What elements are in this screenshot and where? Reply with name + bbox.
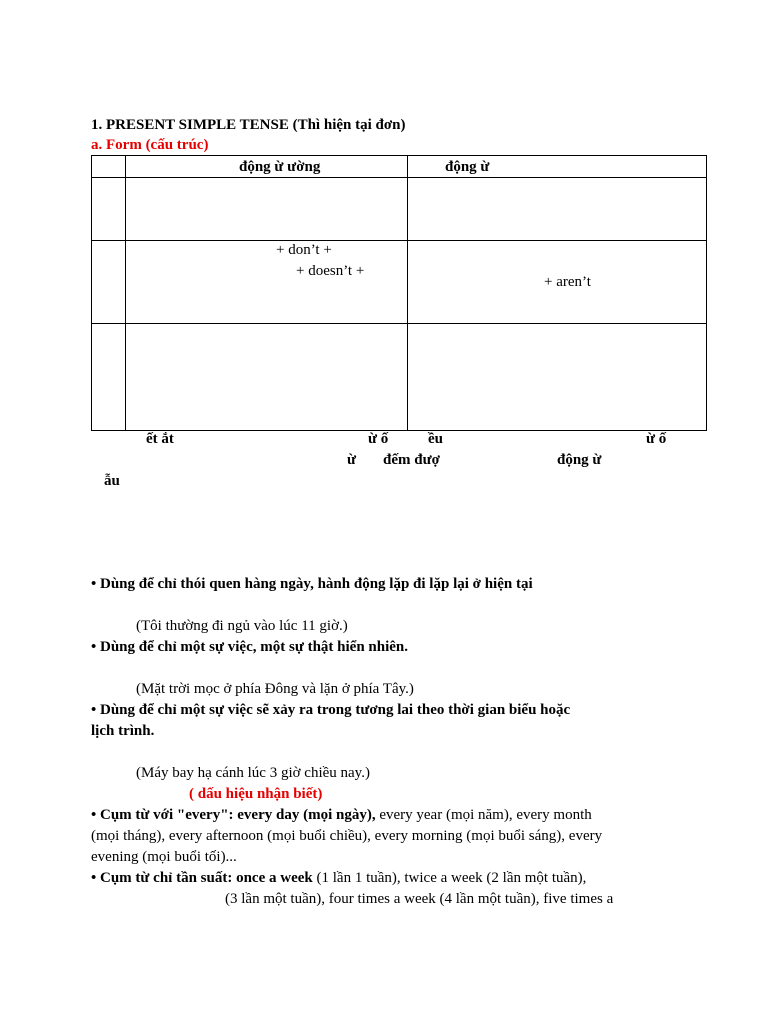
signs-every-line2: (mọi tháng), every afternoon (mọi buổi chiều), every morning (mọi buổi sáng), every [91,828,603,844]
column-header-be-verb: động ừ [445,159,490,175]
signs-frequency-line2: (3 lần một tuần), four times a week (4 lần một tuần), five times a [225,891,614,907]
note-fragment: ẫu [104,473,120,489]
form-label: a. Form (cấu trúc) [91,137,209,153]
table-border-right [706,155,707,431]
note-fragment: ừ ố [368,431,389,447]
note-fragment: ừ [347,452,357,468]
signs-title: ( dấu hiệu nhận biết) [189,786,323,802]
table-border-bottom [91,430,707,431]
note-fragment: ều [428,431,443,447]
table-col-divider [407,155,408,431]
note-fragment: động ừ [557,452,602,468]
table-border-left [91,155,92,431]
signs-frequency-rest: (1 lần 1 tuần), twice a week (2 lần một tuần), [312,870,587,886]
table-col-divider [125,155,126,431]
usage-habit: • Dùng để chỉ thói quen hàng ngày, hành động lặp đi lặp lại ở hiện tại [91,576,533,592]
usage-schedule-cont: lịch trình. [91,723,155,739]
usage-truth-example: (Mặt trời mọc ở phía Đông và lặn ở phía Tây.) [136,681,414,697]
note-fragment: đếm đượ [383,452,440,468]
table-border-top [91,155,707,156]
signs-frequency-bold: • Cụm từ chỉ tần suất: once a week [91,870,313,886]
usage-schedule-example: (Máy bay hạ cánh lúc 3 giờ chiều nay.) [136,765,370,781]
signs-every-rest: every year (mọi năm), every month [375,807,592,823]
signs-every [91,807,592,824]
note-fragment: ết ắt [146,431,174,447]
usage-habit-example: (Tôi thường đi ngủ vào lúc 11 giờ.) [136,618,348,634]
negative-dont: + don’t + [276,242,332,258]
column-header-ordinary-verb: động ừ ường [239,159,321,175]
negative-arent: + aren’t [544,274,591,290]
usage-truth: • Dùng để chỉ một sự việc, một sự thật hiển nhiên. [91,639,409,655]
signs-frequency [91,870,586,887]
page-title: 1. PRESENT SIMPLE TENSE (Thì hiện tại đơn) [91,117,406,133]
table-row-divider [91,240,707,241]
usage-schedule: • Dùng để chỉ một sự việc sẽ xảy ra trong tương lai theo thời gian biểu hoặc [91,702,571,718]
note-fragment: ừ ố [646,431,667,447]
table-row-divider [91,177,707,178]
negative-doesnt: + doesn’t + [296,263,365,279]
table-row-divider [91,323,707,324]
signs-every-bold: • Cụm từ với "every": every day (mọi ngày), [91,807,376,823]
signs-every-line3: evening (mọi buổi tối)... [91,849,237,865]
